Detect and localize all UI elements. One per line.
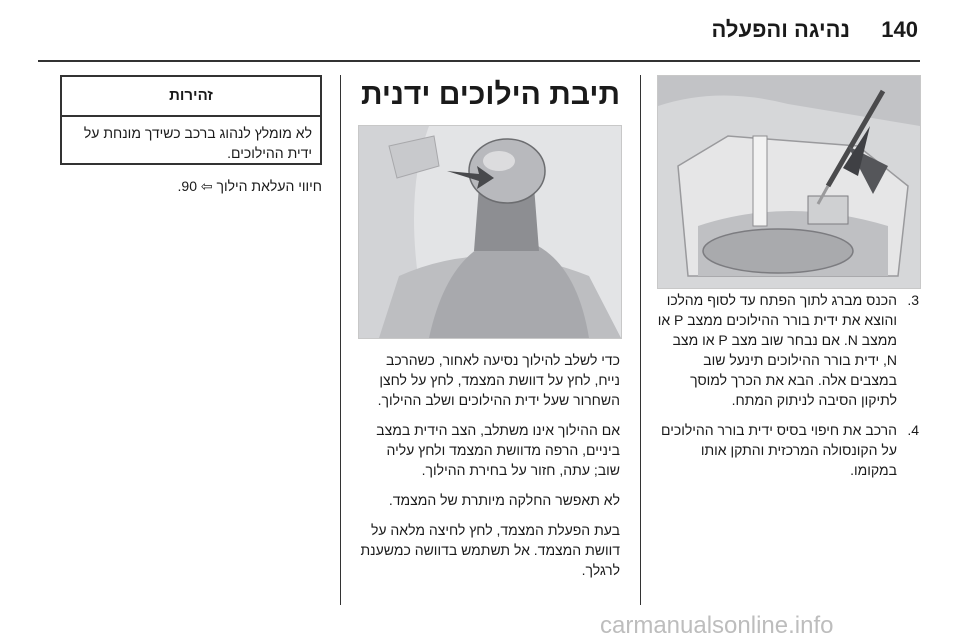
section-title: תיבת הילוכים ידנית (360, 78, 620, 111)
step-text: הרכב את חיפוי בסיס ידית בורר ההילוכים על הקונסולה המרכזית והתקן אותו במקומו. (661, 422, 897, 478)
caution-text: לא מומלץ לנהוג ברכב כשידך מונחת על ידית ההילוכים. (83, 125, 312, 161)
middle-column-text (358, 350, 620, 590)
right-column-text (657, 290, 919, 490)
instruction-steps (657, 290, 919, 480)
step-item (657, 420, 919, 480)
paragraph: כדי לשלב להילוך נסיעה לאחור, כשהרכב נייח, לחץ על דוושת המצמד, לחץ על לחצן השחרור שעל ידית ההילוכים ושלב ההילוך. (377, 352, 620, 408)
column-divider-right (640, 75, 641, 605)
caution-box (60, 75, 322, 165)
caution-title: זהירות (62, 77, 320, 117)
cross-reference-text: חיווי העלאת הילוך (216, 178, 322, 194)
gear-knob-illustration (359, 126, 621, 338)
paragraph: בעת הפעלת המצמד, לחץ לחיצה מלאה על דוושת המצמד. אל תשתמש בדוושה כמשענת לרגלך. (360, 522, 620, 578)
shift-lock-release-figure (657, 75, 921, 289)
paragraph: לא תאפשר החלקה מיותרת של המצמד. (388, 492, 620, 508)
step-item (657, 290, 919, 410)
gear-lever-figure (358, 125, 622, 339)
step-text: הכנס מברג לתוך הפתח עד לסוף מהלכו והוצא את ידית בורר ההילוכים ממצב P או ממצב N. אם נבחר שוב מצב P או מצב N, ידית בורר ההילוכים תינעל שוב במצבים אלה. הבא את הכרך למוסך לתיקון הסיבה לניתוק המתח. (657, 292, 897, 408)
header-rule (38, 60, 920, 62)
cross-reference (60, 176, 322, 196)
page-number: 140 (881, 17, 918, 42)
column-divider-left (340, 75, 341, 605)
cross-reference-page: 90. (177, 178, 197, 194)
chapter-title: נהיגה והפעלה (711, 17, 850, 42)
step-number: 4. (907, 422, 919, 438)
watermark: carmanualsonline.info (600, 612, 834, 639)
screwdriver-illustration (658, 76, 920, 288)
arrow-reference-icon: ⇦ (200, 178, 213, 194)
page-header (0, 0, 960, 60)
step-number: 3. (907, 292, 919, 308)
paragraph: אם ההילוך אינו משתלב, הצב הידית במצב ביניים, הרפה מדוושת המצמד ולחץ עליה שוב; עתה, חזור על בחירת ההילוך. (376, 422, 620, 478)
